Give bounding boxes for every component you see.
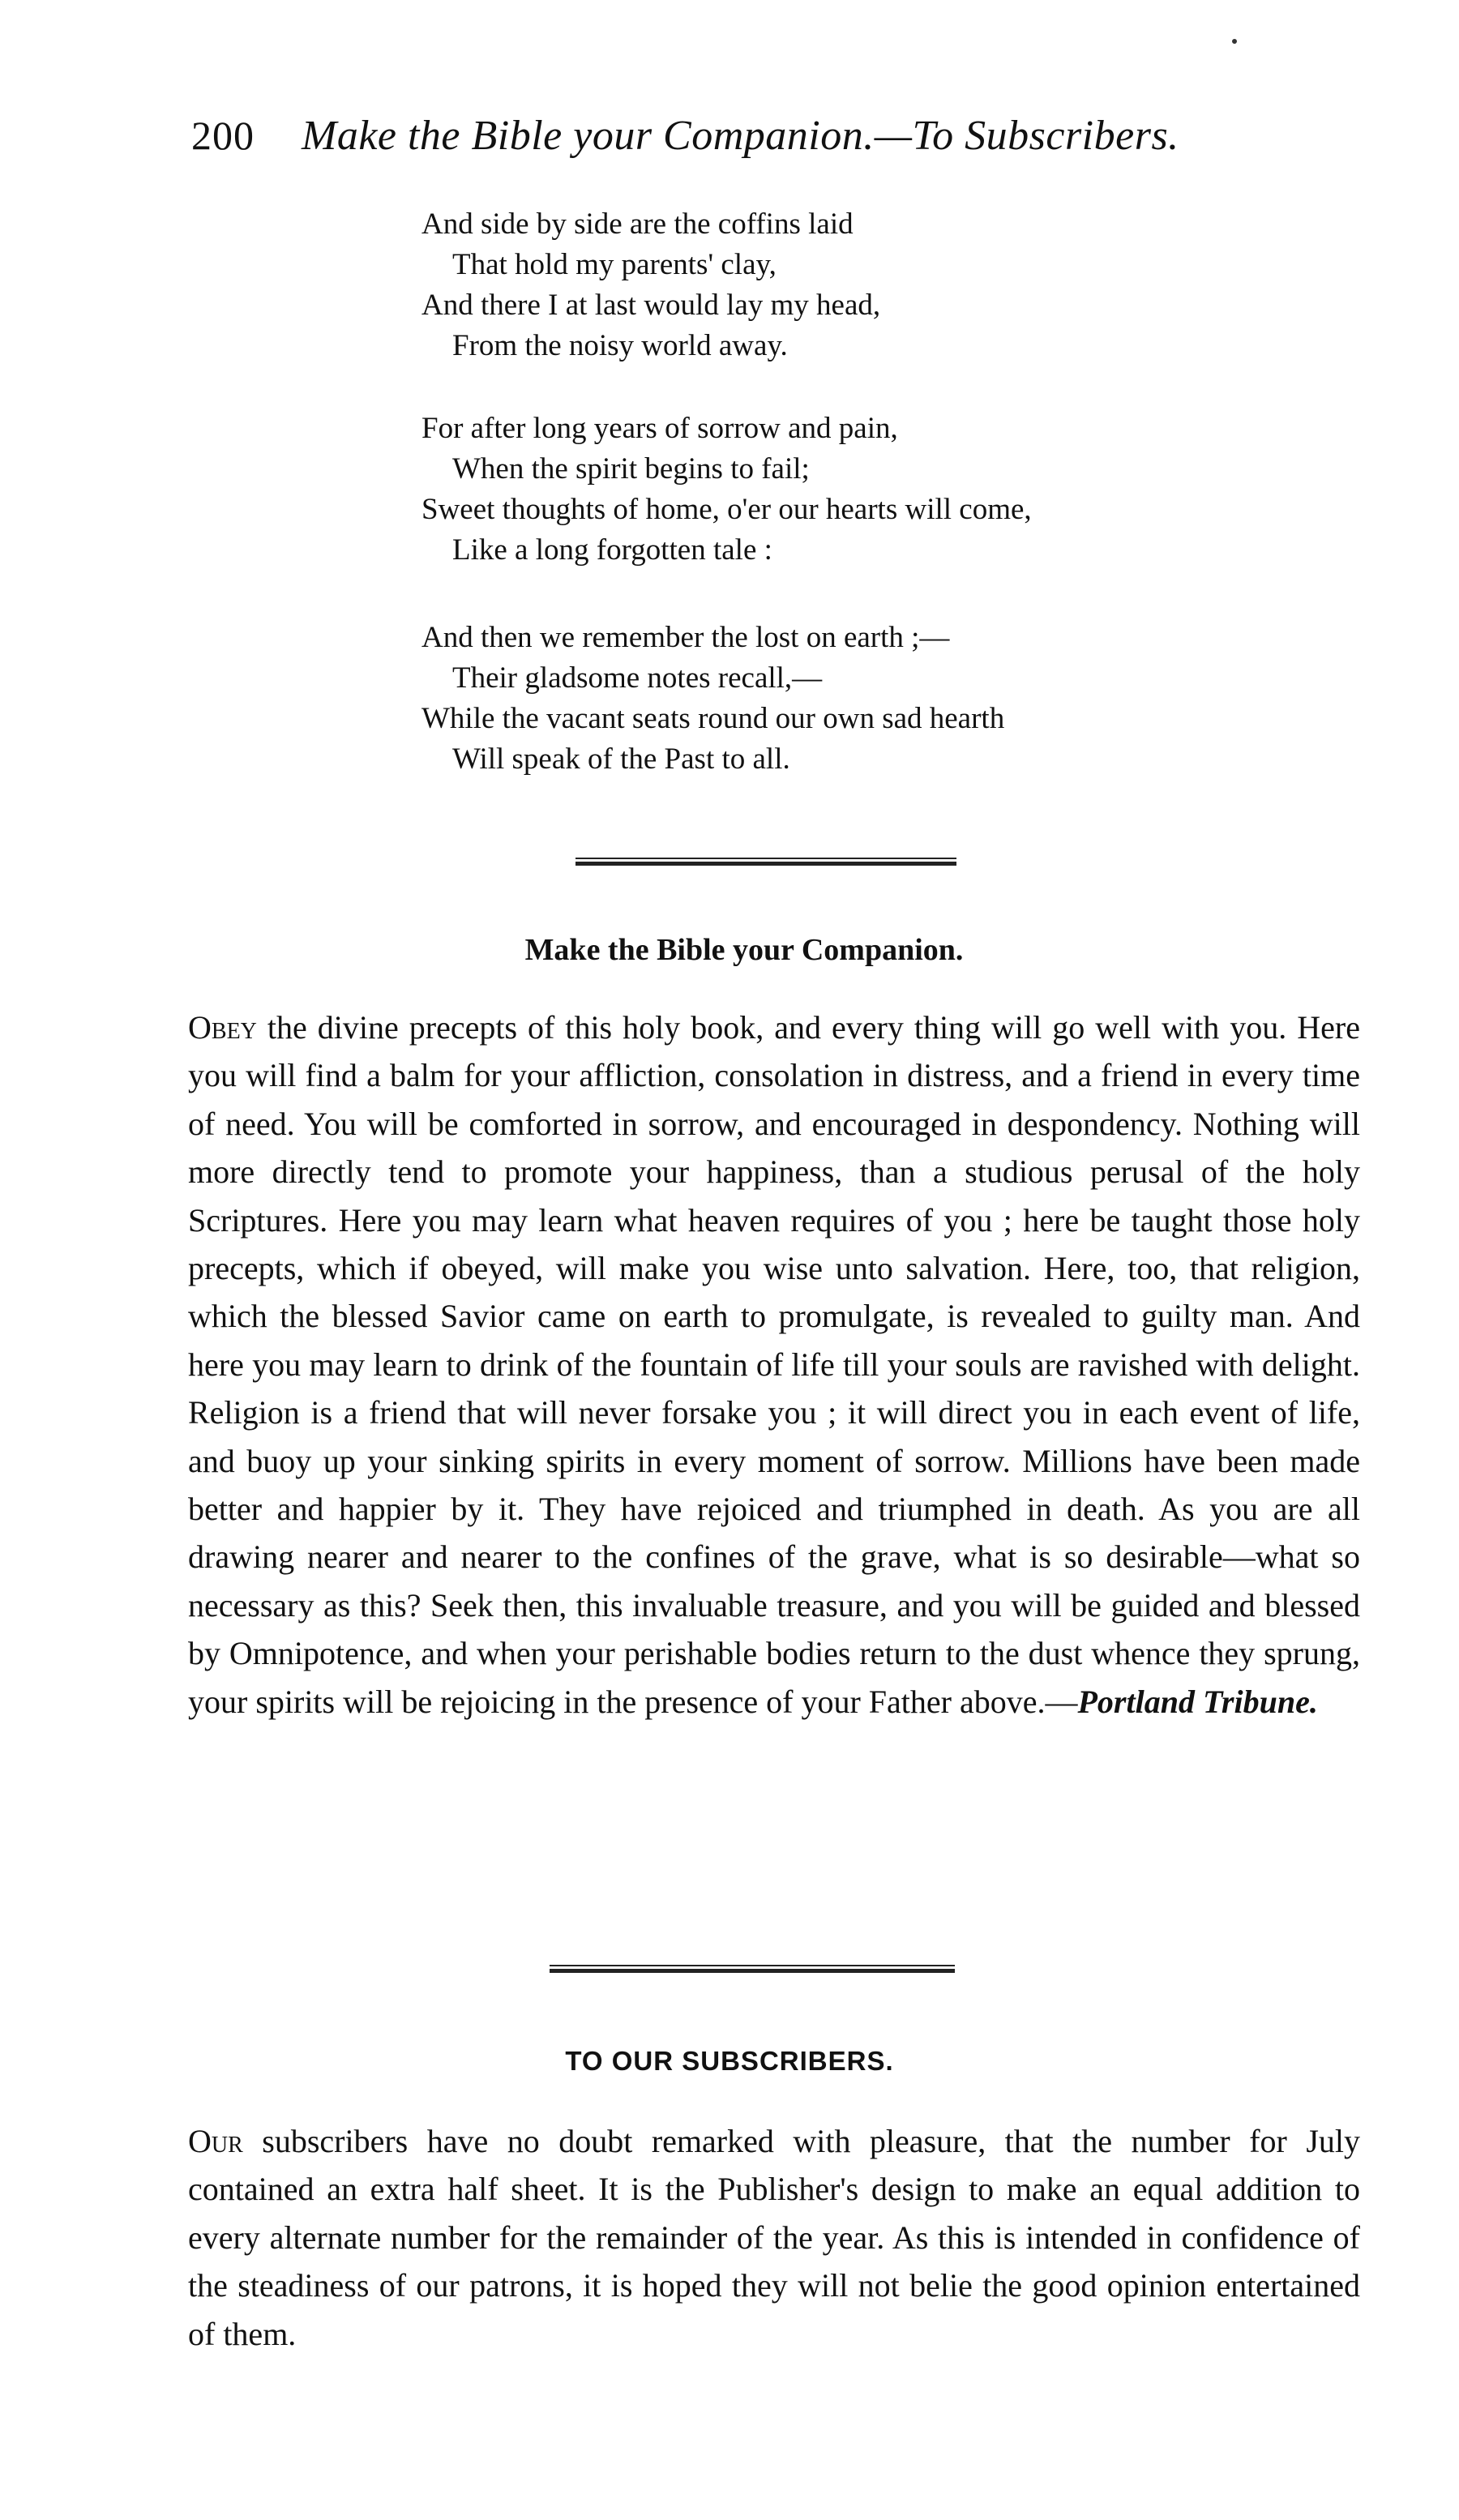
paragraph-text: the divine precepts of this holy book, and every thing will go well with you. Here you will find a balm for your affliction, consolation in distress, and a friend in every time of need. You will be comforted in sorrow, and encouraged in despondency. Nothing will more directly tend to promote your happiness, than a studious perusal of the holy Scriptures. Here you may learn what heaven requires of you ; here be taught those holy precepts, which if obeyed, will make you wise unto salvation. Here, too, that religion, which the blessed Savior came on earth to promulgate, is revealed to guilty man. And here you may learn to drink of the fountain of life till your souls are ravished with delight. Religion is a friend that will never forsake you ; it will direct you in each event of life, and buoy up your sinking spirits in every moment of sorrow. Millions have been made better and happier by it. They have rejoiced and triumphed in death. As you are all drawing nearer and nearer to the confines of the grave, what is so desirable—what so necessary as this? Seek then, this invaluable treasure, and you will be guided and blessed by Omnipotence, and when your perishable bodies return to the dust whence they sprung, your spirits will be rejoicing in the presence of your Father above.— [188,1009,1360,1720]
poem-line: Sweet thoughts of home, o'er our hearts will come, [421,493,1032,526]
poem-stanza-1 [421,204,1232,366]
poem-line: Their gladsome notes recall,— [452,661,823,695]
article-heading: Make the Bible your Companion. [524,933,964,967]
source-attribution: Portland Tribune. [1077,1683,1318,1720]
poem-stanza-3 [421,618,1232,780]
poem-line: When the spirit begins to fail; [452,452,810,486]
poem-line: Will speak of the Past to all. [452,742,790,776]
poem-stanza-2 [421,409,1232,571]
running-title: Make the Bible your Companion.—To Subscribers. [302,113,1179,159]
running-head [191,112,1342,177]
lead-word: Obey [188,1009,257,1046]
poem-line: And then we remember the lost on earth ;— [421,621,950,654]
article-paragraph [188,1003,1360,1726]
notice-heading: TO OUR SUBSCRIBERS. [565,2046,894,2076]
poem-line: While the vacant seats round our own sad hearth [421,702,1005,735]
notice-body [188,2117,1360,2358]
poem-line: Like a long forgotten tale : [452,533,772,567]
poem-line: And side by side are the coffins laid [421,208,854,241]
lead-word: Our [188,2123,243,2159]
paragraph-text: subscribers have no doubt remarked with pleasure, that the number for July contained an extra half sheet. It is the Publisher's design to make an equal addition to every alternate number for the remainder of the year. As this is intended in confidence of the steadiness of our patrons, it is hoped they will not belie the good opinion entertained of them. [188,2123,1360,2352]
notice-paragraph [188,2117,1360,2358]
article-body [188,1003,1360,1726]
page-number: 200 [191,113,255,158]
poem-line: From the noisy world away. [452,329,788,362]
speck-mark [1232,39,1237,44]
poem-line: That hold my parents' clay, [452,248,777,281]
poem-line: And there I at last would lay my head, [421,289,881,322]
poem-line: For after long years of sorrow and pain, [421,412,898,445]
